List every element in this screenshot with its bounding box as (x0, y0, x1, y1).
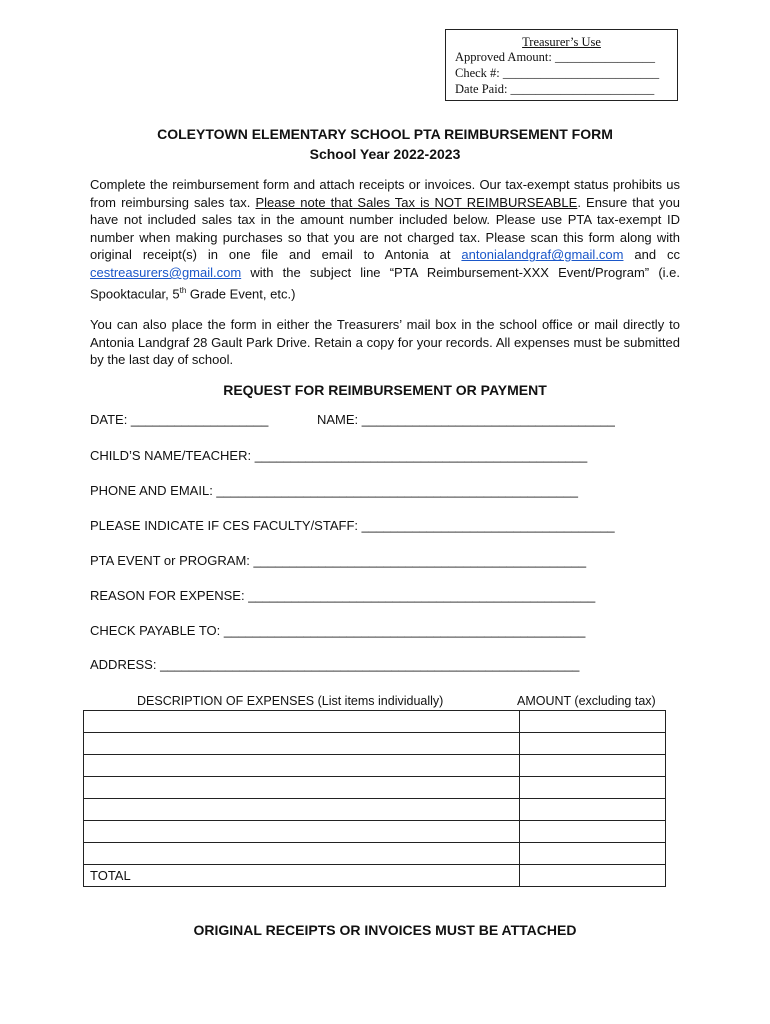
school-year: School Year 2022-2023 (309, 146, 461, 162)
expense-description-cell[interactable] (84, 733, 520, 755)
expense-amount-cell[interactable] (520, 821, 666, 843)
treasurers-use-title: Treasurer’s Use (522, 35, 601, 49)
email-link-treasurers[interactable]: cestreasurers@gmail.com (90, 264, 242, 280)
expense-row (84, 733, 666, 755)
expense-description-cell[interactable] (84, 711, 520, 733)
expense-amount-cell[interactable] (520, 799, 666, 821)
expense-description-cell[interactable] (84, 843, 520, 865)
total-amount-cell[interactable] (520, 865, 666, 887)
address-field[interactable]: ADDRESS: __________________________________________________________ (90, 657, 580, 672)
description-column-header: DESCRIPTION OF EXPENSES (List items individually) (137, 694, 444, 708)
expense-row (84, 821, 666, 843)
expense-description-cell[interactable] (84, 777, 520, 799)
receipts-notice: ORIGINAL RECEIPTS OR INVOICES MUST BE ATTACHED (193, 922, 577, 938)
name-field[interactable]: NAME: ___________________________________ (317, 412, 615, 427)
expense-description-cell[interactable] (84, 821, 520, 843)
expense-row (84, 799, 666, 821)
total-label: TOTAL (84, 865, 520, 887)
mail-instructions-paragraph: You can also place the form in either the Treasurers’ mail box in the school office or mail directly to Antonia Landgraf 28 Gault Park Drive. Retain a copy for your records. All expenses must be submitted by the last day of school. (90, 317, 680, 368)
expense-amount-cell[interactable] (520, 755, 666, 777)
instructions-paragraph: Complete the reimbursement form and attach receipts or invoices. Our tax-exempt status prohibits us from reimbursing sales tax. Please note that Sales Tax is NOT REIMBURSEABLE. Ensure that you have not included sales tax in the amount number included below. Please use PTA tax-exempt ID number when making purchases so that you are not charged tax. Please scan this form along with original receipt(s) in one file and email to Antonia at antonialandgraf@gmail.com and cc cestreasurers@gmail.com with the subject line “PTA Reimbursement-XXX Event/Program” (i.e. Spooktacular, 5th Grade Event, etc.) (90, 177, 680, 301)
expenses-table (83, 710, 666, 887)
expense-row (84, 777, 666, 799)
date-field[interactable]: DATE: ___________________ (90, 412, 269, 427)
expense-amount-cell[interactable] (520, 777, 666, 799)
expense-row (84, 755, 666, 777)
check-payable-field[interactable]: CHECK PAYABLE TO: __________________________________________________ (90, 623, 586, 638)
reason-field[interactable]: REASON FOR EXPENSE: ________________________________________________ (90, 588, 596, 603)
email-link-antonia[interactable]: antonialandgraf@gmail.com (461, 247, 624, 263)
expense-description-cell[interactable] (84, 799, 520, 821)
date-paid-field[interactable]: Date Paid: _______________________ (455, 82, 655, 96)
event-program-field[interactable]: PTA EVENT or PROGRAM: ______________________________________________ (90, 553, 587, 568)
expense-amount-cell[interactable] (520, 733, 666, 755)
expense-amount-cell[interactable] (520, 843, 666, 865)
expense-row (84, 711, 666, 733)
amount-column-header: AMOUNT (excluding tax) (517, 694, 656, 708)
phone-email-field[interactable]: PHONE AND EMAIL: __________________________________________________ (90, 483, 578, 498)
expense-amount-cell[interactable] (520, 711, 666, 733)
request-heading: REQUEST FOR REIMBURSEMENT OR PAYMENT (223, 382, 547, 398)
child-teacher-field[interactable]: CHILD’S NAME/TEACHER: ______________________________________________ (90, 448, 588, 463)
treasurers-use-box (445, 29, 678, 101)
sales-tax-notice: Please note that Sales Tax is NOT REIMBURSEABLE (255, 194, 578, 210)
approved-amount-field[interactable]: Approved Amount: ________________ (455, 50, 655, 64)
faculty-staff-field[interactable]: PLEASE INDICATE IF CES FACULTY/STAFF: ___________________________________ (90, 518, 615, 533)
form-title: COLEYTOWN ELEMENTARY SCHOOL PTA REIMBURSEMENT FORM (157, 126, 613, 142)
expense-description-cell[interactable] (84, 755, 520, 777)
expense-row (84, 843, 666, 865)
check-number-field[interactable]: Check #: _________________________ (455, 66, 660, 80)
total-row (84, 865, 666, 887)
